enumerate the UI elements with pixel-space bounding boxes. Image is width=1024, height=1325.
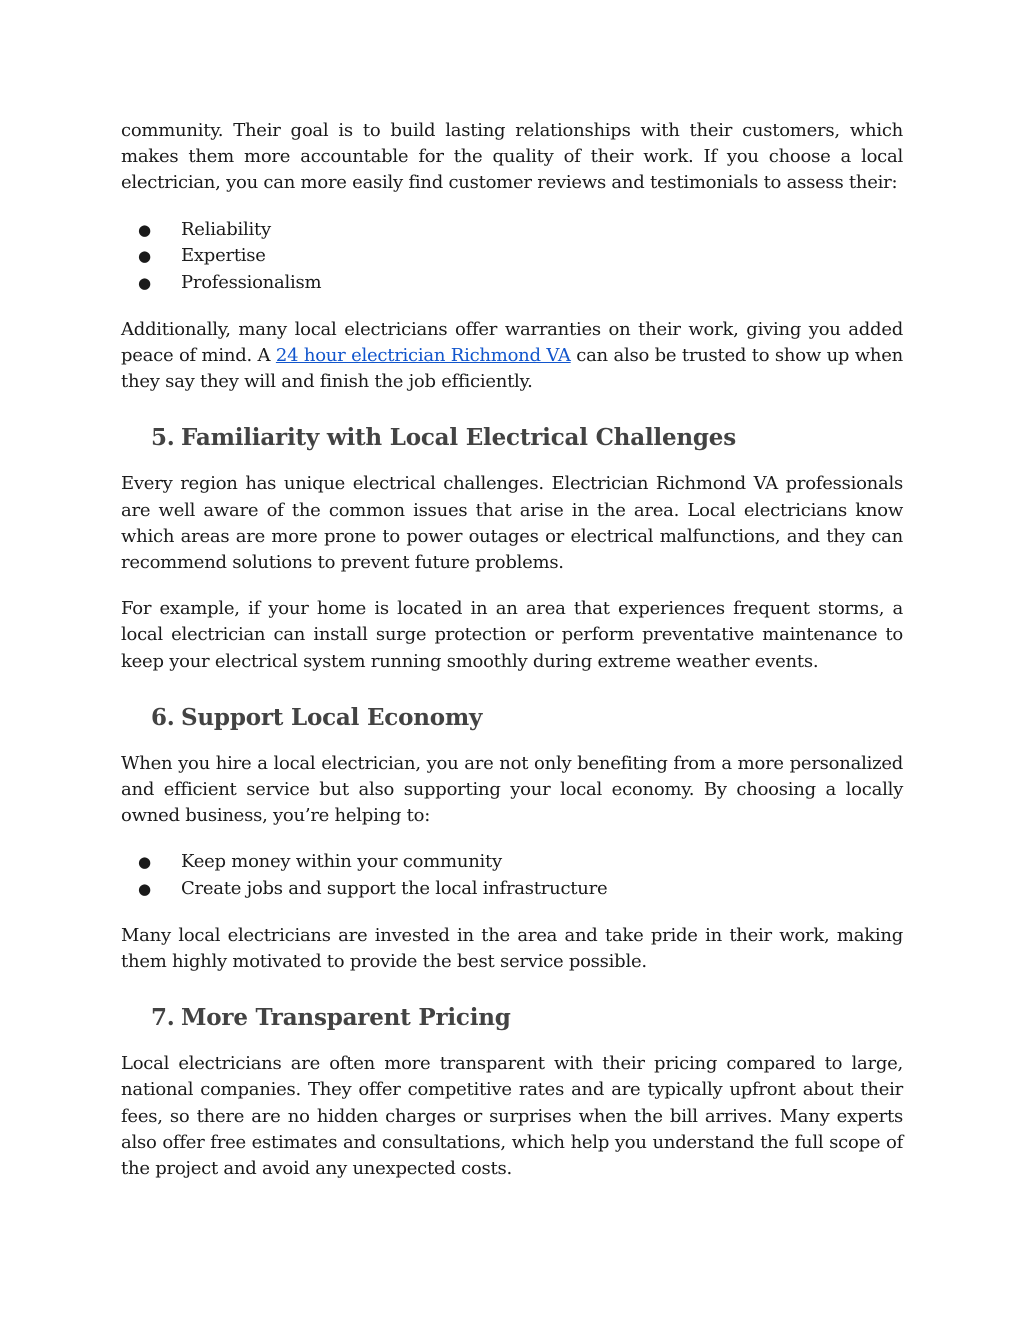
list-item: ● Professionalism	[121, 270, 903, 297]
bullet-icon: ●	[138, 880, 151, 899]
section-7-heading: 7. More Transparent Pricing	[151, 1004, 511, 1032]
list-item: ● Expertise	[121, 243, 903, 270]
section-5-paragraph-1: Every region has unique electrical challenges. Electrician Richmond VA professionals are well aware of the common issues that arise in the area. Local electricians know which areas are more prone to power outages or electrical malfunctions, and they can recommend solutions to prevent future problems.	[121, 473, 903, 573]
economy-list	[121, 849, 903, 902]
section-7-paragraph-1: Local electricians are often more transparent with their pricing compared to large, national companies. They offer competitive rates and are typically upfront about their fees, so there are no hidden charges or surprises when the bill arrives. Many experts also offer free estimates and consultations, which help you understand the full scope of the project and avoid any unexpected costs.	[121, 1053, 903, 1179]
document-page	[121, 118, 903, 1182]
section-6-paragraph-2: Many local electricians are invested in the area and take pride in their work, making them highly motivated to provide the best service possible.	[121, 924, 903, 972]
section-6-paragraph-1: When you hire a local electrician, you are not only benefiting from a more personalized and efficient service but also supporting your local economy. By choosing a locally owned business, you’re helping to:	[121, 752, 903, 827]
list-item: ● Create jobs and support the local infrastructure	[121, 876, 903, 903]
list-item: ● Keep money within your community	[121, 849, 903, 876]
bullet-icon: ●	[138, 220, 151, 239]
warranty-paragraph: Additionally, many local electricians offer warranties on their work, giving you added peace of mind. A 24 hour electrician Richmond VA can also be trusted to show up when they say they will and finish the job efficiently.	[121, 318, 904, 393]
electrician-richmond-link[interactable]: 24 hour electrician Richmond VA	[275, 344, 571, 366]
bullet-icon: ●	[138, 274, 151, 293]
section-5-heading: 5. Familiarity with Local Electrical Challenges	[151, 424, 736, 452]
intro-paragraph: community. Their goal is to build lasting relationships with their customers, which makes them more accountable for the quality of their work. If you choose a local electrician, you can more easily find customer reviews and testimonials to assess their:	[121, 120, 903, 194]
list-item: ● Reliability	[121, 217, 903, 244]
section-5-paragraph-2: For example, if your home is located in an area that experiences frequent storms, a local electrician can install surge protection or perform preventative maintenance to keep your electrical system running smoothly during extreme weather events.	[121, 598, 903, 672]
qualities-list	[121, 217, 903, 297]
section-6-heading: 6. Support Local Economy	[151, 703, 483, 731]
bullet-icon: ●	[138, 247, 151, 266]
bullet-icon: ●	[138, 853, 151, 872]
